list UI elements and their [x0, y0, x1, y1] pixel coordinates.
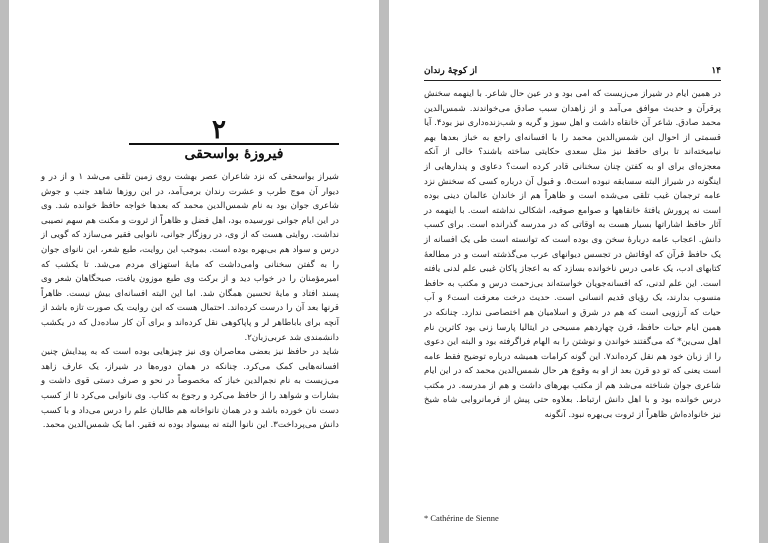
chapter-title: فیروزهٔ بواسحقی	[184, 146, 284, 162]
running-title: از کوچهٔ رندان	[424, 66, 478, 76]
page-number: ۱۴	[711, 66, 721, 76]
body-paragraph: شیراز بواسحقی که نزد شاعران عصر بهشت روی زمین تلقی می‌شد ۱ و از در و دیوار آن موج طرب و عشرت رندان برمی‌آمد، در این روزها شاهد جنب و جوش شاعری جوان بود به نام شمس‌الدین محمد که بعدها خواجه حافظ خوانده شد. وی در این ایام جوانی نورسیده بود، اهل فضل و ظاهراً از ثروت و مکنت هم سهم نصیبی نداشت. روایتی هست که از وی، در روزگار جوانی، نانوایی فقیر می‌سازد که گویی از درس و سواد هم بی‌بهره بوده است. بموجب این روایت، طبع شعر، این نانوای جوان را به گفتن سخنانی وامی‌داشت که مایهٔ استهزای مردم می‌شد. تا یکشب که امیرمؤمنان را در خواب دید و از برکت وی طبع موزون یافت، صبحگاهان شعر وی پسند افتاد و مایهٔ تحسین همگان شد. اما این البته افسانه‌ای بیش نیست. ظاهراً قرنها بعد آن را درست کرده‌اند. احتمال هست که این روایت یک صورت تازه باشد از آنچه برای باباطاهر لر و پاپاکوهی نقل کرده‌اند و برای آن کار ساده‌دل که در یکشب دانشمندی شد عربی‌زبان۲.	[41, 172, 339, 343]
right-page	[389, 0, 759, 543]
chapter-number: ۲	[212, 115, 226, 145]
footnote: * Cathérine de Sienne	[424, 513, 499, 523]
body-paragraph: در همین ایام در شیراز می‌زیست که امی بود و در عین حال شاعر. با اینهمه سخنش پرقرآن و حدیث موافق می‌آمد و از زاهدان سبب صادق می‌خواندند. شمس‌الدین محمد صادق. شاعر آن خانقاه داشت و اهل سوز و گریه و شب‌زنده‌داری نیز بود۴. آیا قسمتی از احوال این شمس‌الدین محمد را با افسانه‌ای راجع به خباز بعدها بهم نیامیخته‌اند تا برای حافظ نیز مثل سعدی حکایتی ساخته باشند؟ خالی از آنکه معجزه‌ای برای او به کفتن چنان سخنانی قادر کرده است؟ دعاوی و پندارهایی از اینگونه در شیراز البته سسابقه نبوده است۵. و قبول آن درباره کسی که سخنش نزد عامه ترجمان غیب تلقی می‌شده است و ظاهراً هم از خاندان عالمان دینی بوده است نه پرورش یافتهٔ خانقاهها و صوامع صوفیه، اشکالی نداشته است. با اینهمه در آثار حافظ اشاراتها بسیار هست به اوقاتی که در مدرسه گذرانده است. برای کسب دانش. اعجاب عامه دربارهٔ سخن وی بوده است که توانسته است طی یک افسانه از یک حافظ قرآن که اوقاتش در تجسس دیوانهای عرب می‌گذشته است و در مطالعهٔ کتابهای ادب، یک عامی درس ناخوانده بسازد که به اعجاز پاکان غیبی علم لدنی یافته است. این علم لدنی، که افسانه‌جویان خواسته‌اند بی‌زحمت درس و مکتب به حافظ منسوب بدارند، یک رؤیای قدیم انسانی است. حدیث درخت معرفت است۶ و آب حیات که آرزویی است که هم در شرق و اسلامیان هم اختصاصی ندارد. چنانکه در همین ایام حیات حافظ، قرن چهاردهم مسیحی در ایتالیا پارسا زنی بود کاترین نام اهل سی‌ین* که می‌گفتند خواندن و نوشتن را به الهام فراگرفته بود و البته این دعوی را از زبان خود هم نقل کرده‌اند۷. این گونه کرامات همیشه درباره توضیح فقط عامه است یعنی که تو دو قرن بعد از او به وقوع هر حال شمس‌الدین محمد که در این ایام شاعری جوان شناخته می‌شد هم از مکتب بهرهای داشت و هم از مدرسه. در مکتب درس خوانده بود و با اهل دانش ارتباط. بعلاوه حتی پیش از فرمانروایی شاه شیخ نیز خانواده‌اش ظاهراً از ثروت بی‌بهره نبود. آنگونه	[424, 89, 722, 421]
running-header	[424, 66, 721, 81]
left-page	[9, 0, 379, 543]
chapter-divider	[129, 143, 339, 145]
left-page-body	[41, 170, 339, 433]
body-paragraph: شاید در حافظ نیز بعضی معاصران وی نیز چیزهایی بوده است که به پیدایش چنین افسانه‌هایی کمک می‌کرد. چنانکه در همان دوره‌ها در شیراز، یک عارف زاهد می‌زیست به نام نجم‌الدین خباز که مخصوصاً در نحو و صرف دستی قوی داشت و بشارات و شواهد را از حافظ می‌کرد و رجوع به کتاب. وی نانوایی می‌کرد تا از کسب دست نان خورده باشد و در همان نانواخانه هم طالبان علم را درس می‌داد و با کسب دانش می‌پرداخت۳. این نانوا البته نه بیسواد بوده نه فقیر. اما یک شمس‌الدین محمد.	[41, 347, 339, 431]
right-page-body	[424, 87, 721, 423]
